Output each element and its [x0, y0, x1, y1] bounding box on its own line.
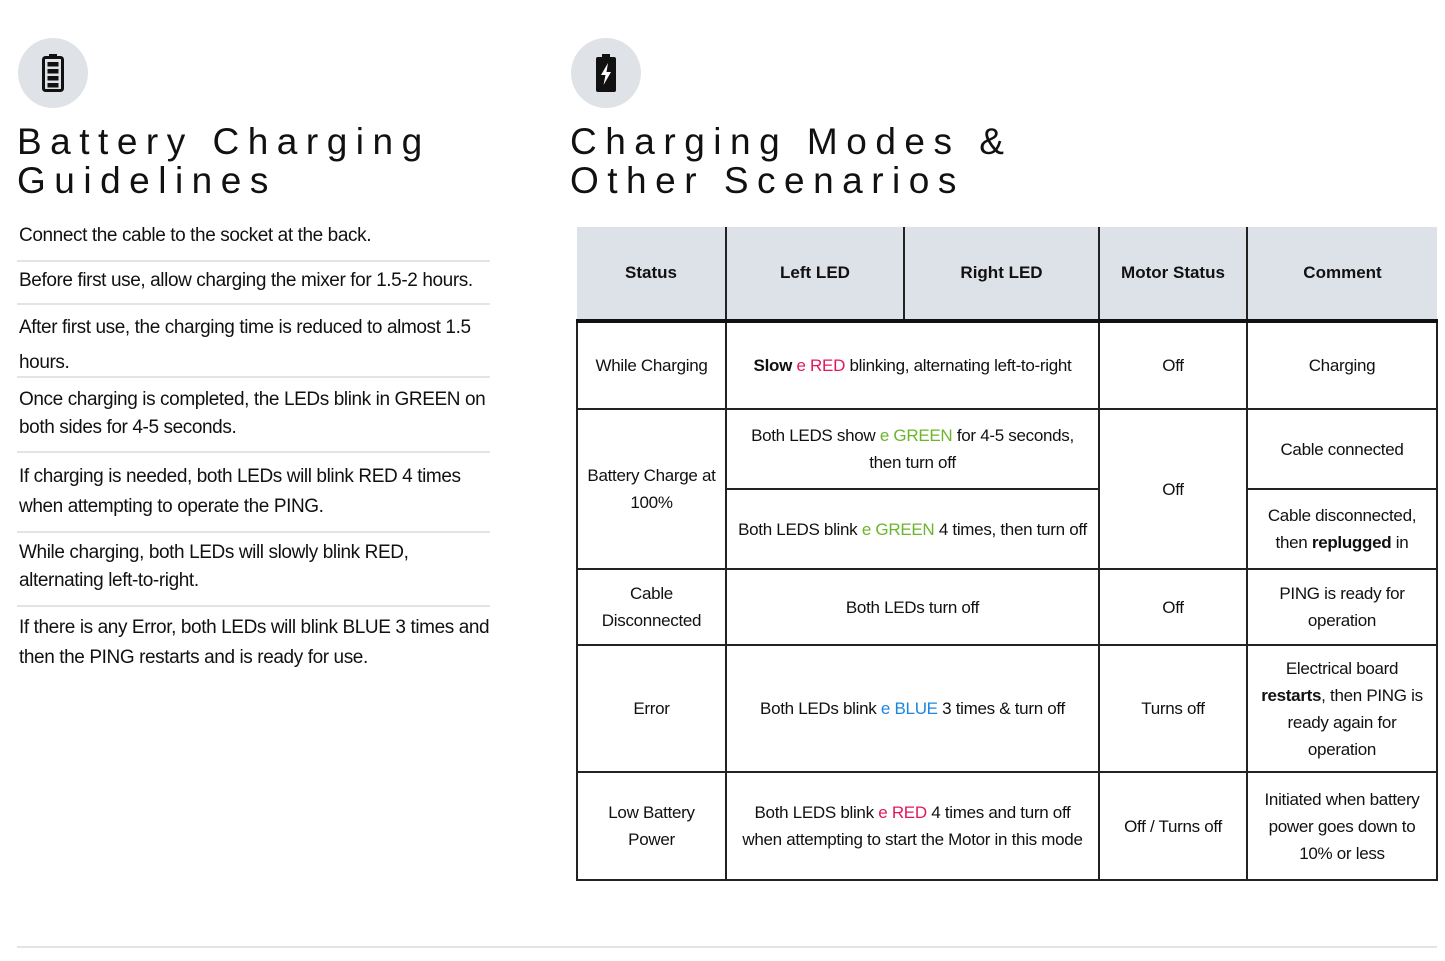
motor-cell: Off / Turns off — [1099, 772, 1247, 880]
battery-guidelines-title — [17, 122, 431, 200]
led-cell — [726, 409, 1099, 489]
led-description: 3 times & turn off — [942, 699, 1065, 718]
table-row — [577, 645, 1437, 772]
status-cell: Cable Disconnected — [577, 569, 726, 645]
led-marker: e — [878, 803, 888, 822]
status-cell: Battery Charge at 100% — [577, 409, 726, 569]
guidelines-list — [17, 217, 490, 687]
charging-modes-table — [576, 227, 1438, 881]
comment-cell: Charging — [1247, 321, 1437, 409]
comment-text: Electrical board — [1285, 658, 1399, 678]
comment-text: in — [1395, 533, 1409, 552]
led-cell: Both LEDs turn off — [726, 569, 1099, 645]
table-row — [577, 321, 1437, 409]
charging-icon-badge — [571, 38, 641, 108]
header-left-led: Left LED — [726, 227, 904, 321]
guideline-item: Connect the cable to the socket at the back. — [17, 217, 490, 262]
led-cell — [726, 489, 1099, 569]
led-cell — [726, 772, 1099, 880]
comment-text: Cable disconnected, then — [1267, 506, 1417, 552]
led-color-red: RED — [810, 356, 846, 375]
led-marker: e — [879, 426, 889, 445]
status-cell: Low Battery Power — [577, 772, 726, 880]
comment-cell — [1247, 489, 1437, 569]
comment-cell: Cable connected — [1247, 409, 1437, 489]
guideline-item: Once charging is completed, the LEDs blink in GREEN on both sides for 4-5 seconds. — [17, 378, 490, 453]
led-color-green: GREEN — [893, 426, 953, 445]
table-row — [577, 772, 1437, 880]
led-emphasis: Slow — [753, 356, 793, 375]
comment-cell: Initiated when battery power goes down to 10% or less — [1247, 772, 1437, 880]
header-right-led: Right LED — [904, 227, 1099, 321]
comment-emphasis: replugged — [1311, 533, 1392, 552]
guideline-item: After first use, the charging time is reduced to almost 1.5 hours. — [17, 305, 490, 378]
charging-modes-title — [570, 122, 1012, 200]
led-description: blinking, alternating left-to-right — [849, 356, 1072, 375]
status-cell: While Charging — [577, 321, 726, 409]
status-cell: Error — [577, 645, 726, 772]
led-color-blue: BLUE — [894, 699, 938, 718]
led-cell — [726, 645, 1099, 772]
guideline-item: If there is any Error, both LEDs will blink BLUE 3 times and then the PING restarts and is ready for use. — [19, 617, 490, 668]
header-motor-status: Motor Status — [1099, 227, 1247, 321]
title-line: Charging Modes & — [570, 121, 1013, 162]
led-description: 4 times, then turn off — [938, 519, 1087, 539]
guideline-item: If charging is needed, both LEDs will blink RED 4 times when attempting to operate the PING. — [17, 453, 490, 533]
led-description: 4 times and turn off when attempting to start the Motor in this mode — [742, 803, 1083, 849]
led-description: Both LEDs blink — [760, 699, 877, 718]
led-description: for 4-5 seconds, then turn off — [869, 426, 1074, 472]
motor-cell: Off — [1099, 409, 1247, 569]
page-divider — [17, 946, 1437, 948]
led-color-green: GREEN — [875, 519, 935, 539]
battery-charging-icon — [595, 53, 617, 93]
table-header-row — [577, 227, 1437, 321]
led-marker: e — [861, 519, 871, 539]
comment-cell: PING is ready for operation — [1247, 569, 1437, 645]
battery-icon-badge — [18, 38, 88, 108]
table-row — [577, 569, 1437, 645]
guideline-item: While charging, both LEDs will slowly blink RED, alternating left-to-right. — [17, 533, 490, 607]
guideline-item: Before first use, allow charging the mixer for 1.5-2 hours. — [17, 262, 490, 305]
comment-text: , then PING is ready again for operation — [1287, 685, 1423, 759]
comment-cell — [1247, 645, 1437, 772]
header-comment: Comment — [1247, 227, 1437, 321]
led-description: Both LEDS show — [751, 426, 876, 445]
led-color-red: RED — [891, 803, 927, 822]
motor-cell: Off — [1099, 321, 1247, 409]
led-cell — [726, 321, 1099, 409]
led-marker: e — [796, 356, 806, 375]
motor-cell: Turns off — [1099, 645, 1247, 772]
led-description: Both LEDS blink — [754, 803, 874, 822]
battery-full-icon — [41, 53, 65, 93]
table-row — [577, 409, 1437, 489]
led-marker: e — [880, 699, 891, 718]
header-status: Status — [577, 227, 726, 321]
led-description: Both LEDS blink — [738, 519, 858, 539]
title-line: Guidelines — [17, 160, 277, 201]
title-line: Other Scenarios — [570, 160, 965, 201]
comment-emphasis: restarts — [1261, 685, 1322, 705]
motor-cell: Off — [1099, 569, 1247, 645]
title-line: Battery Charging — [17, 121, 431, 162]
